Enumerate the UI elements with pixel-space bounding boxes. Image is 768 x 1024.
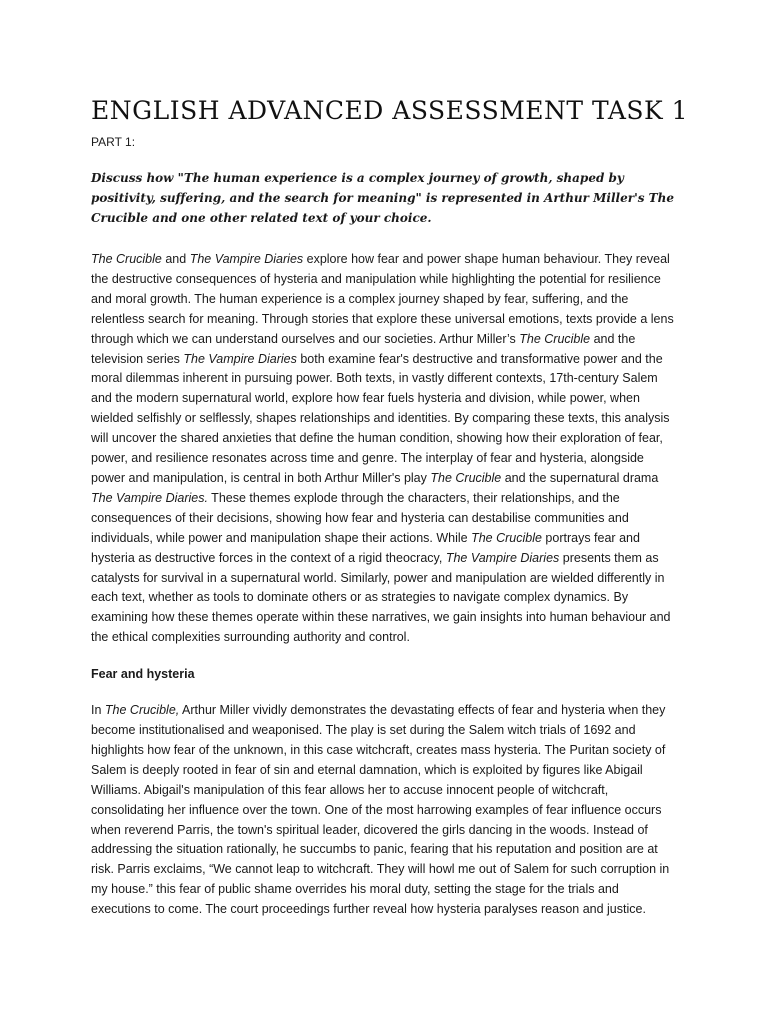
text-title-run: The Vampire Diaries	[189, 252, 304, 266]
essay-prompt: Discuss how "The human experience is a complex journey of growth, shaped by positivity, suffering, and the search for meaning" is represented in Arthur Miller's The Crucible and one other related text of your choice.	[91, 171, 674, 225]
text-run: and	[161, 252, 190, 266]
intro-paragraph	[91, 250, 679, 648]
text-run: Arthur Miller vividly demonstrates the devastating effects of fear and hysteria when they become institutionalised and weaponised. The play is set during the Salem witch trials of 1692 and highlights how fear of the unknown, in this case witchcraft, creates mass hysteria. The Puritan society of Salem is deeply rooted in fear of sin and eternal damnation, which is exploited by figures like Abigail Williams. Abigail's manipulation of this fear allows her to accuse innocent people of witchcraft, consolidating her influence over the town. One of the most harrowing examples of fear influence occurs when reverend Parris, the town's spiritual leader, dicovered the girls dancing in the woods. Instead of addressing the situation rationally, he succumbs to panic, fearing that his reputation and position are at risk. Parris exclaims, “We cannot leap to witchcraft. They will howl me out of Salem for such corruption in my house.” this fear of public shame overrides his moral duty, setting the stage for the trials and executions to come. The court proceedings further reveal how hysteria paralyses reason and justice.	[91, 703, 670, 917]
text-title-run: The Vampire Diaries.	[91, 490, 208, 505]
text-title-run: The Crucible	[519, 331, 591, 346]
text-title-run: The Crucible	[471, 530, 542, 545]
text-title-run: The Crucible	[430, 470, 502, 485]
document-title: ENGLISH ADVANCED ASSESSMENT TASK 1	[91, 96, 689, 125]
section-heading: Fear and hysteria	[91, 667, 195, 682]
text-run: These themes explode through the characters, their relationships, and the consequences of their decisions, showing how fear and hysteria can destabilise communities and individuals, while power and manipulation shape their actions. While	[91, 490, 629, 545]
fear-hysteria-paragraph	[91, 701, 679, 920]
text-run: In	[91, 703, 105, 718]
text-run: and the television series	[91, 331, 636, 366]
text-title-run: The Crucible,	[104, 703, 180, 718]
text-title-run: The Vampire Diaries	[445, 550, 560, 565]
text-run: portrays fear and hysteria as destructive forces in the context of a rigid theocracy,	[91, 530, 640, 565]
text-title-run: The Crucible	[91, 252, 162, 266]
text-title-run: The Vampire Diaries	[183, 351, 297, 366]
text-run: both examine fear's destructive and transformative power and the moral dilemmas inherent in pursuing power. Both texts, in vastly different contexts, 17th-century Salem and the modern supernatural world, explore how fear fuels hysteria and division, while power, when wielded selfishly or selflessly, shapes relationships and identities. By comparing these texts, this analysis will uncover the shared anxieties that define the human condition, showing how their exploration of fear, power, and resilience resonates across time and genre. The interplay of fear and hysteria, alongside power and manipulation, is central in both Arthur Miller's play	[91, 351, 670, 485]
part-label: PART 1:	[91, 135, 136, 149]
text-run: explore how fear and power shape human behaviour. They reveal the destructive consequences of hysteria and manipulation while highlighting the potential for resilience and moral growth. The human experience is a complex journey shaped by fear, suffering, and the relentless search for meaning. Through stories that explore these universal emotions, texts provide a lens through which we can understand ourselves and our societies. Arthur Miller’s	[91, 252, 674, 346]
text-run: presents them as catalysts for survival in a supernatural world. Similarly, power and manipulation are wielded differently in each text, whether as tools to dominate others or as strategies to navigate complex dynamics. By examining how these themes operate within these narratives, we gain insights into human behaviour and the ethical complexities surrounding authority and control.	[91, 550, 671, 645]
text-run: and the supernatural drama	[501, 470, 659, 485]
document-page	[91, 96, 689, 920]
